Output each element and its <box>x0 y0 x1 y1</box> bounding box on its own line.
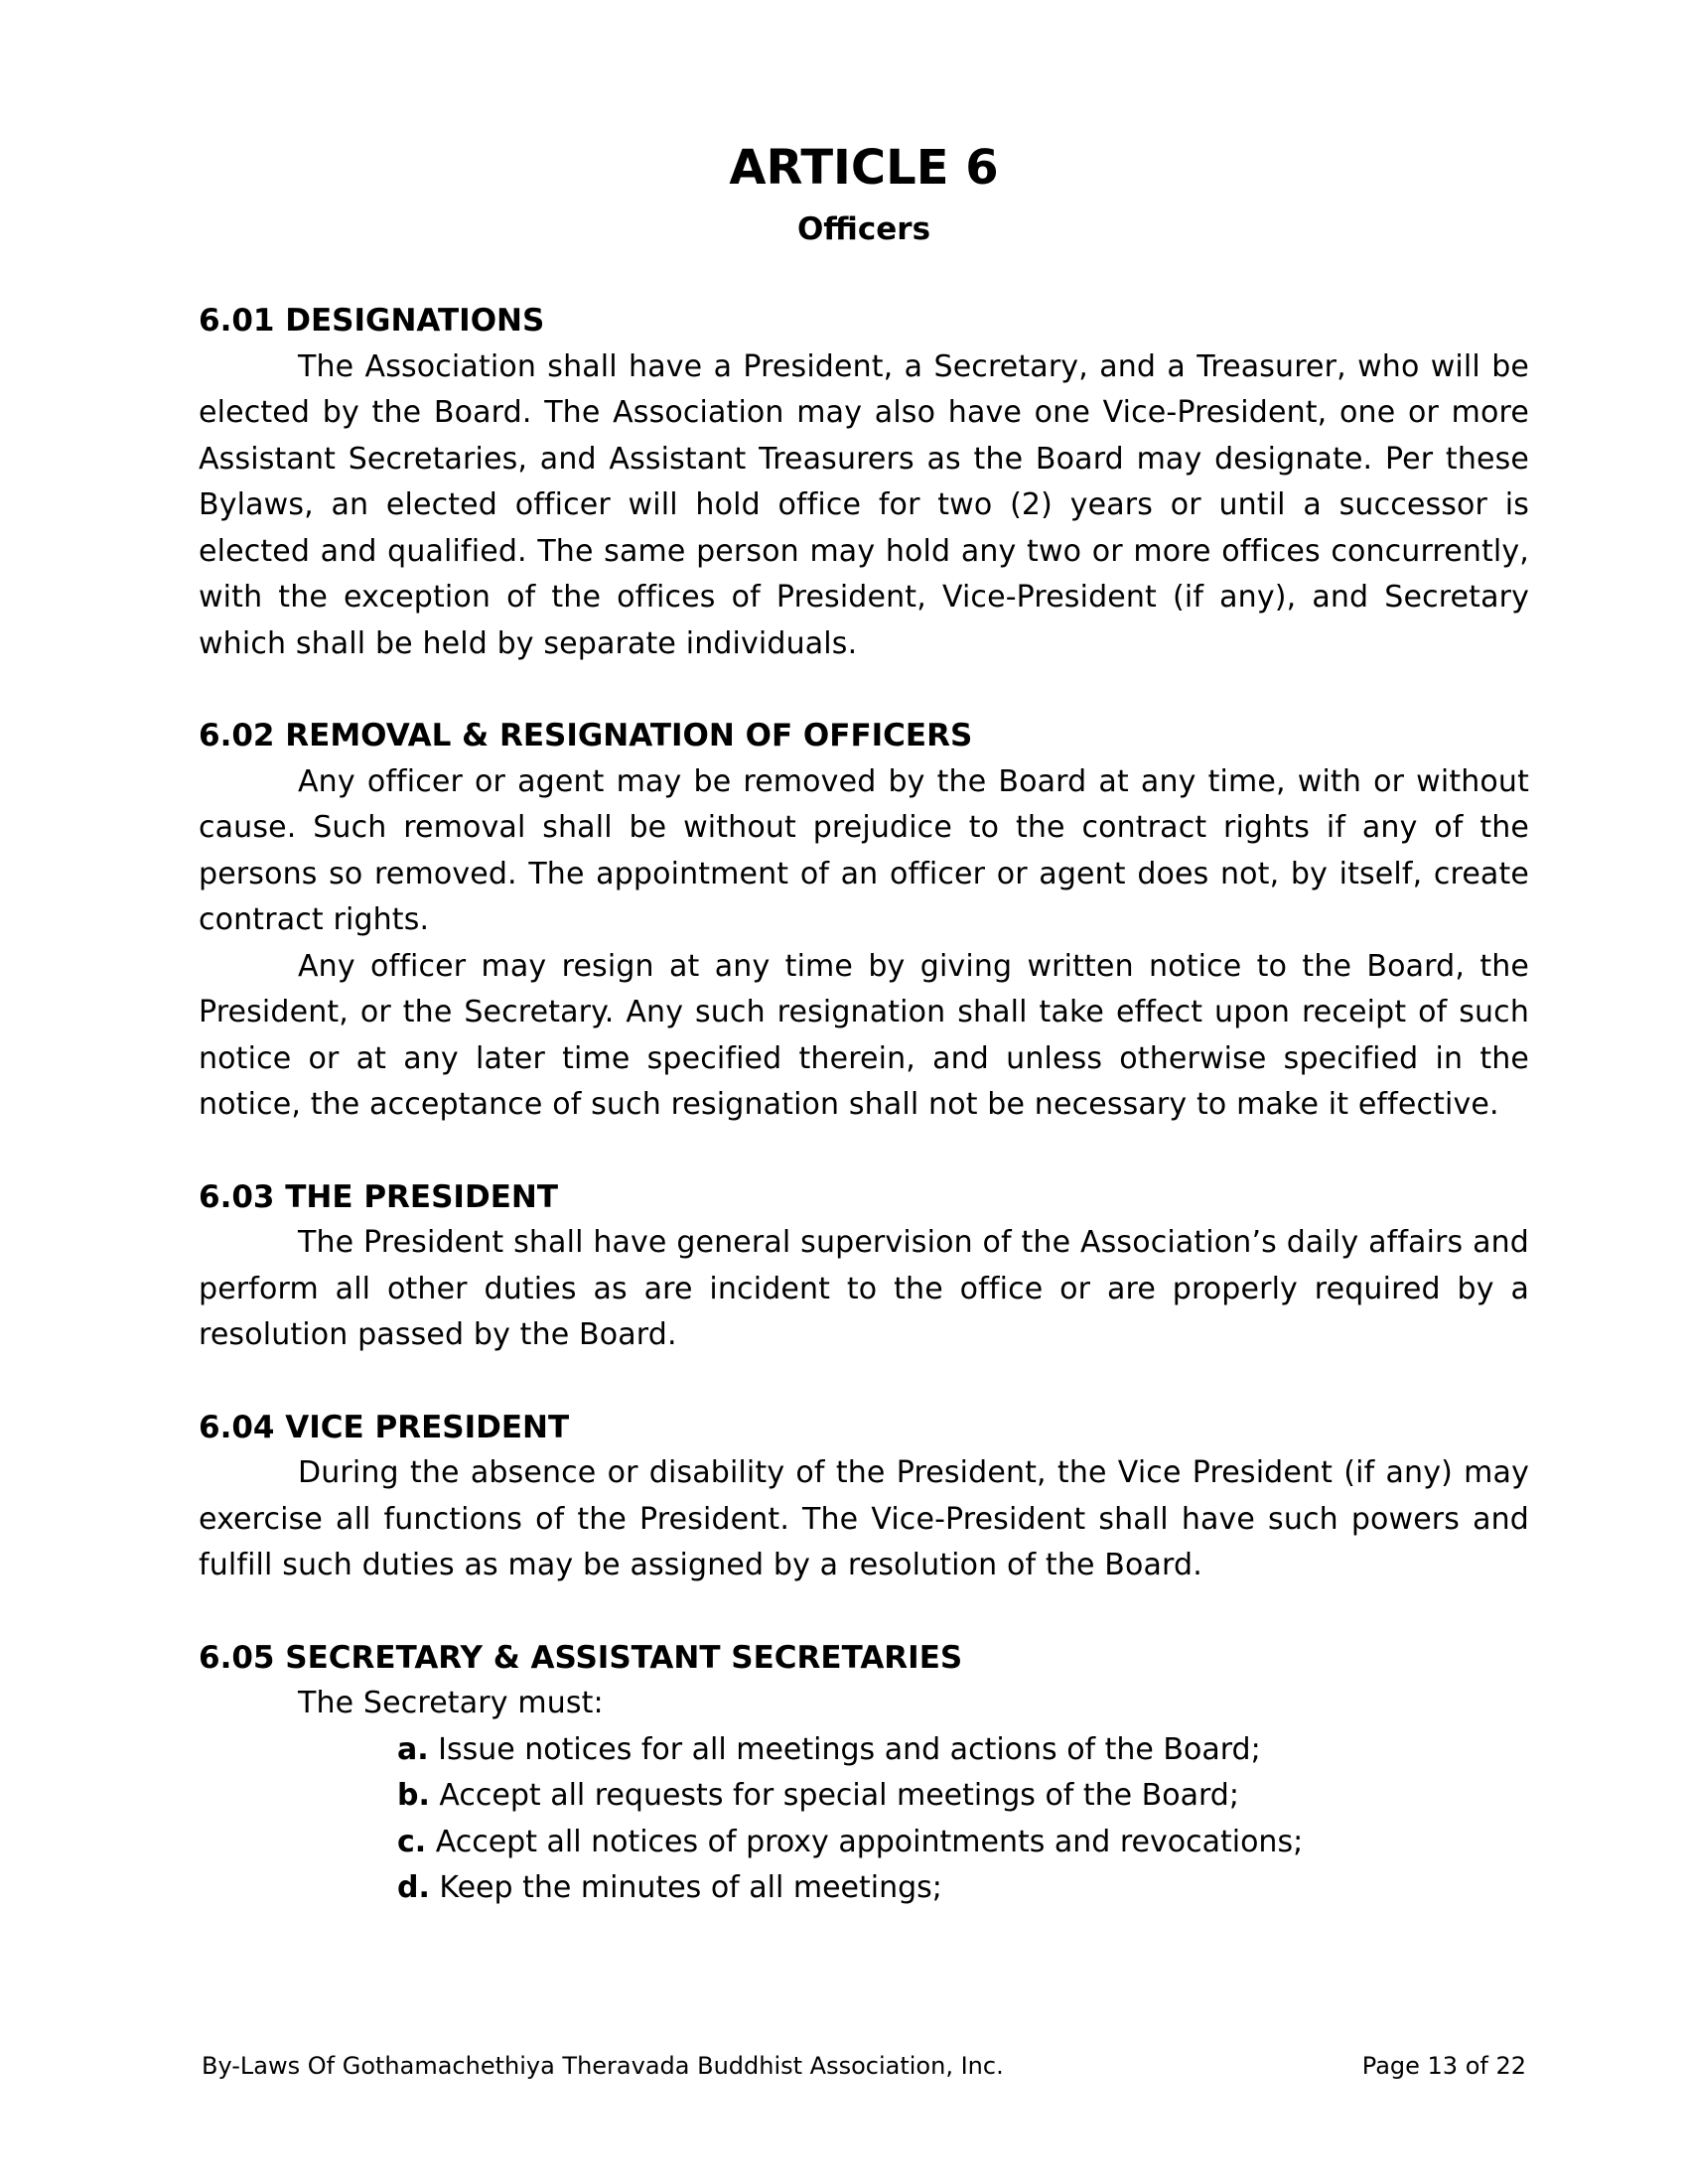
list-item-text: Accept all notices of proxy appointments and revocations; <box>426 1824 1304 1859</box>
section-heading: 6.04 VICE PRESIDENT <box>199 1409 570 1445</box>
list-item-text: Keep the minutes of all meetings; <box>429 1870 942 1905</box>
article-title: ARTICLE 6 <box>729 140 999 196</box>
list-item-letter: a. <box>397 1731 429 1767</box>
footer-page-number: Page 13 of 22 <box>1361 2052 1526 2080</box>
section-heading: 6.01 DESIGNATIONS <box>199 303 545 339</box>
list-item <box>199 1865 1529 1912</box>
paragraph: The Association shall have a President, a Secretary, and a Treasurer, who will be elected by the Board. The Association may also have one Vice-President, one or more Assistant Secretaries, and Assistant Treasurers as the Board may designate. Per these Bylaws, an elected officer will hold office for two (2) years or until a successor is elected and qualified. The same person may hold any two or more offices concurrently, with the exception of the offices of President, Vice-President (if any), and Secretary which shall be held by separate individuals. <box>199 348 1529 661</box>
article-subtitle: Officers <box>796 211 931 247</box>
paragraph: The Secretary must: <box>298 1686 604 1720</box>
list-item-text: Issue notices for all meetings and actions of the Board; <box>428 1731 1261 1767</box>
page-content <box>199 137 1529 1912</box>
list-item-text: Accept all requests for special meetings of the Board; <box>429 1778 1239 1813</box>
duties-list <box>199 1727 1529 1912</box>
paragraph: During the absence or disability of the President, the Vice President (if any) may exercise all functions of the President. The Vice-President shall have such powers and fulfill such duties as may be assigned by a resolution of the Board. <box>199 1455 1529 1582</box>
list-item <box>199 1773 1529 1820</box>
section-6-02 <box>199 713 1529 1129</box>
section-heading: 6.05 SECRETARY & ASSISTANT SECRETARIES <box>199 1639 963 1676</box>
footer-document-title: By-Laws Of Gothamachethiya Theravada Buddhist Association, Inc. <box>202 2052 1004 2080</box>
list-item <box>199 1820 1529 1866</box>
section-heading: 6.02 REMOVAL & RESIGNATION OF OFFICERS <box>199 718 973 753</box>
list-item-letter: d. <box>397 1870 430 1905</box>
section-6-04 <box>199 1405 1529 1589</box>
section-6-05 <box>199 1635 1529 1912</box>
section-6-03 <box>199 1174 1529 1359</box>
paragraph: The President shall have general supervision of the Association’s daily affairs and perform all other duties as are incident to the office or are properly required by a resolution passed by the Board. <box>199 1225 1529 1352</box>
section-6-01 <box>199 298 1529 667</box>
section-heading: 6.03 THE PRESIDENT <box>199 1178 558 1215</box>
list-item-letter: b. <box>397 1778 430 1813</box>
list-item-letter: c. <box>397 1824 427 1859</box>
paragraph: Any officer may resign at any time by giving written notice to the Board, the President, or the Secretary. Any such resignation shall take effect upon receipt of such notice or at any later time specified therein, and unless otherwise specified in the notice, the acceptance of such resignation shall not be necessary to make it effective. <box>199 948 1529 1122</box>
paragraph: Any officer or agent may be removed by the Board at any time, with or without cause. Such removal shall be without prejudice to the contract rights if any of the persons so removed. The appointment of an officer or agent does not, by itself, create contract rights. <box>199 763 1529 937</box>
list-item <box>199 1727 1529 1774</box>
